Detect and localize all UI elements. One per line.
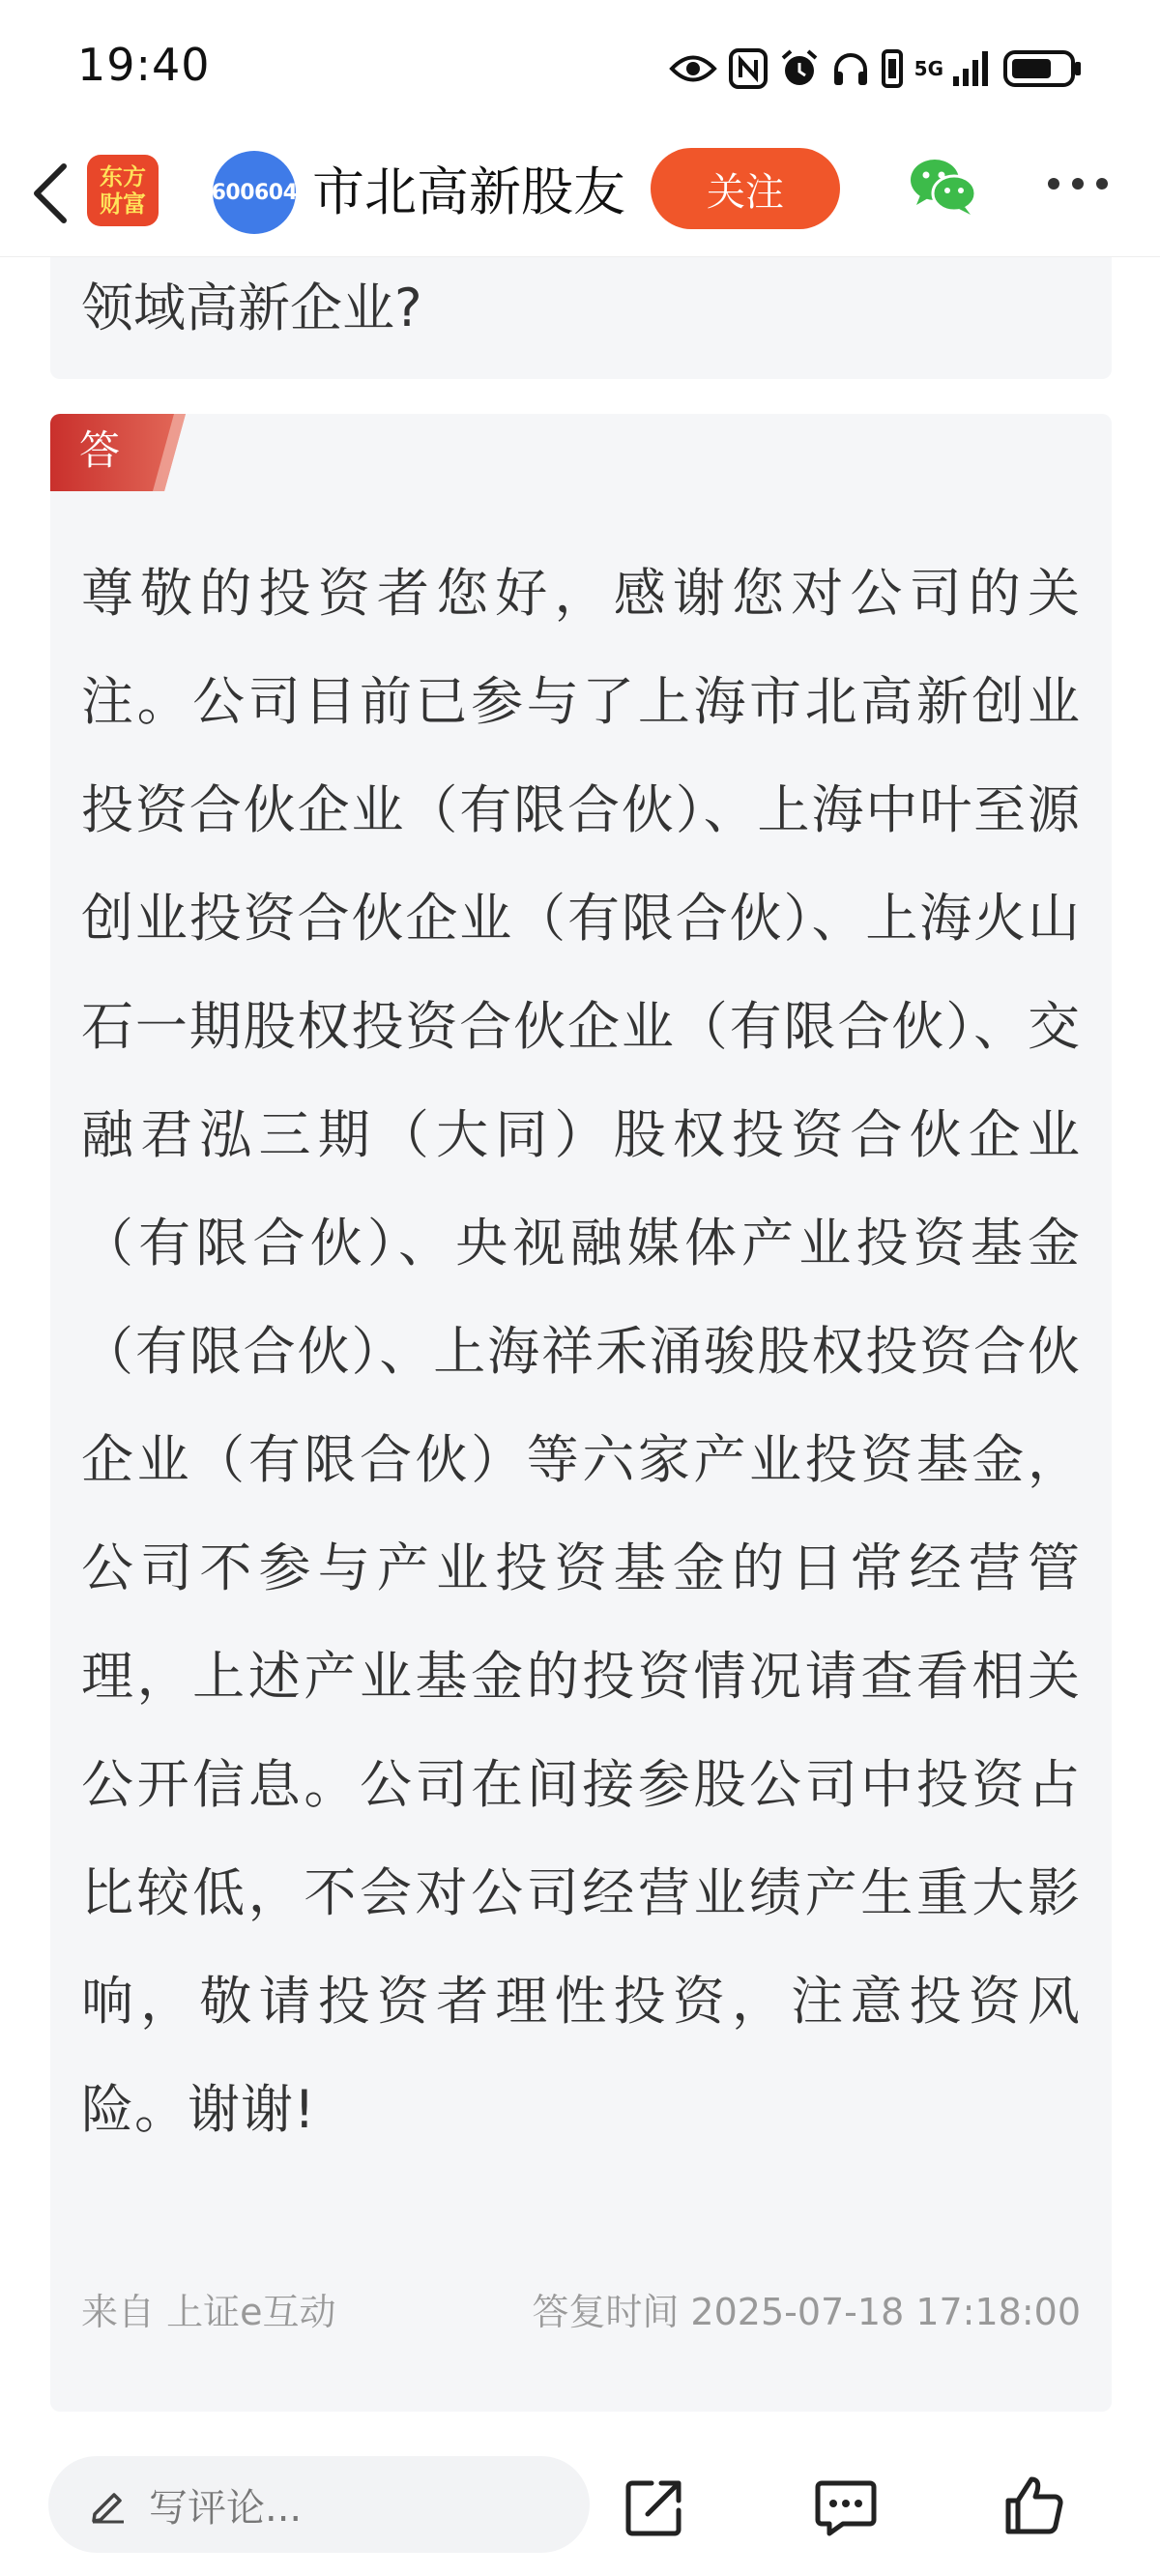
status-time: 19:40 xyxy=(77,39,211,91)
forum-title[interactable]: 市北高新股友 xyxy=(312,161,625,222)
top-nav-bar xyxy=(0,135,1160,257)
answer-source[interactable]: 来自 上证e互动 xyxy=(81,2291,336,2333)
follow-button[interactable]: 关注 xyxy=(651,148,840,229)
status-icons xyxy=(669,44,1083,94)
comments-button[interactable] xyxy=(814,2475,878,2543)
comment-input[interactable] xyxy=(48,2456,590,2553)
signal-icon xyxy=(951,49,992,88)
app-logo-line2: 财富 xyxy=(100,190,146,218)
answer-reply-time: 答复时间 2025-07-18 17:18:00 xyxy=(532,2291,1081,2333)
share-button[interactable] xyxy=(623,2475,686,2543)
nfc-icon xyxy=(729,48,768,89)
wechat-share-button[interactable] xyxy=(909,155,978,222)
battery-icon xyxy=(1003,49,1083,88)
status-bar xyxy=(0,0,1160,135)
more-button[interactable] xyxy=(1044,174,1112,197)
comment-bubble-icon xyxy=(814,2475,878,2539)
answer-badge: 答 xyxy=(79,426,121,474)
alarm-icon xyxy=(779,48,820,89)
comment-placeholder: 写评论... xyxy=(149,2485,303,2531)
wechat-icon xyxy=(909,155,978,219)
app-logo-line1: 东方 xyxy=(100,163,146,190)
more-dots-icon xyxy=(1044,174,1112,193)
question-card xyxy=(50,257,1112,379)
like-button[interactable] xyxy=(1002,2474,1066,2541)
answer-text: 尊敬的投资者您好，感谢您对公司的关注。公司目前已参与了上海市北高新创业投资合伙企业（有限合伙）、上海中叶至源创业投资合伙企业（有限合伙）、上海火山石一期股权投资合伙企业（有限合伙）、交融君泓三期（大同）股权投资合伙企业（有限合伙）、央视融媒体产业投资基金（有限合伙）、上海祥禾涌骏股权投资合伙企业（有限合伙）等六家产业投资基金，公司不参与产业投资基金的日常经营管理，上述产业基金的投资情况请查看相关公开信息。公司在间接参股公司中投资占比较低，不会对公司经营业绩产生重大影响，敬请投资者理性投资，注意投资风险。谢谢! xyxy=(81,563,1081,2140)
headphones-icon xyxy=(831,50,870,87)
app-logo[interactable] xyxy=(87,155,159,226)
stock-avatar[interactable]: 600604 xyxy=(213,151,296,234)
back-button[interactable] xyxy=(21,159,79,228)
share-icon xyxy=(623,2475,686,2539)
question-text: 领域高新企业? xyxy=(81,278,422,338)
pen-icon xyxy=(89,2485,128,2524)
phone-icon xyxy=(882,49,903,88)
network-label: 5G xyxy=(914,57,943,80)
chevron-left-icon xyxy=(31,162,70,224)
answer-card xyxy=(50,414,1112,2412)
bottom-action-bar xyxy=(0,2427,1160,2576)
thumbs-up-icon xyxy=(1002,2474,1066,2537)
eye-icon xyxy=(669,52,717,85)
